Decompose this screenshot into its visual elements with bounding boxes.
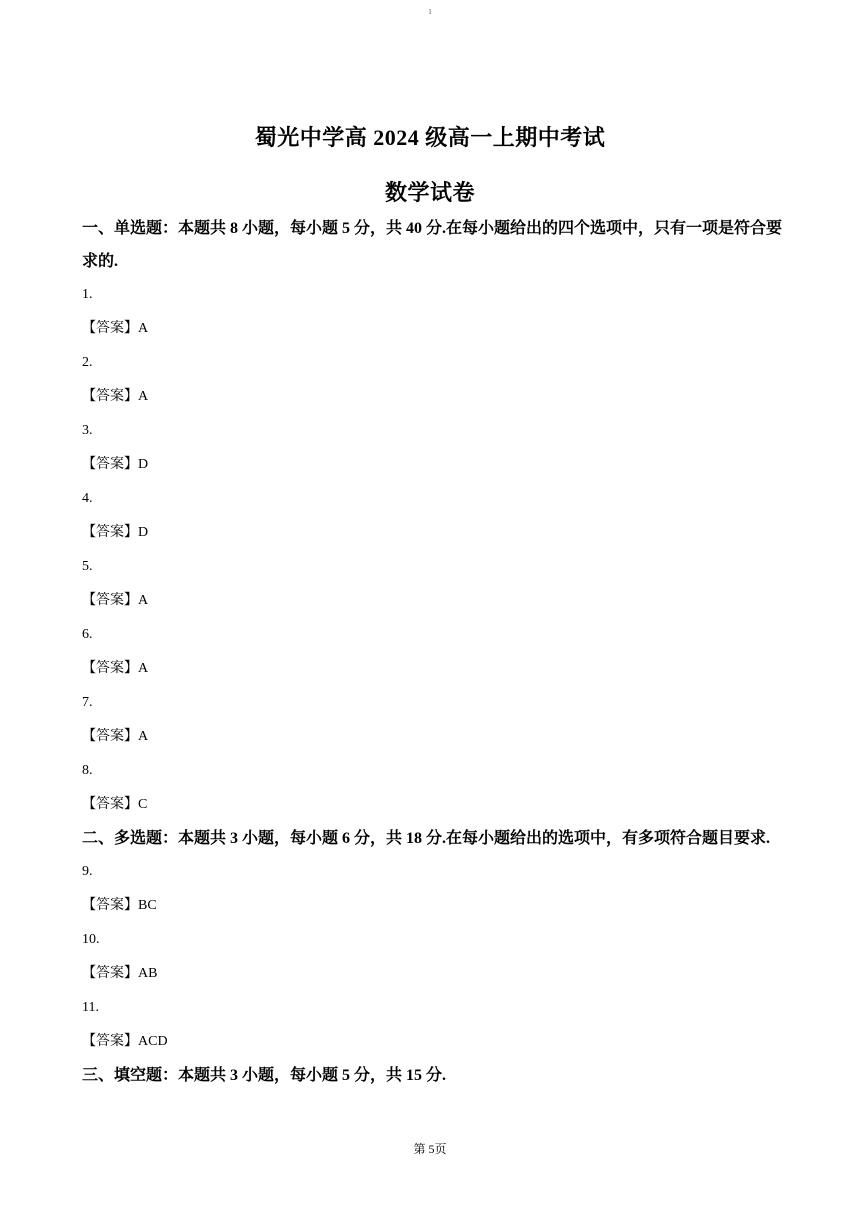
question-number: 5. — [82, 559, 93, 574]
answer-label: 【答案】 — [82, 797, 138, 812]
exam-title: 蜀光中学高 2024 级高一上期中考试 — [254, 125, 606, 150]
section-heading-fill-in: 三、填空题：本题共 3 小题，每小题 5 分，共 15 分. — [82, 1067, 447, 1084]
question-number: 1. — [82, 287, 93, 302]
header-mark: 1 — [428, 8, 432, 16]
question-number: 6. — [82, 627, 93, 642]
question-number: 3. — [82, 423, 93, 438]
question-number: 7. — [82, 695, 93, 710]
answer-label: 【答案】 — [82, 525, 138, 540]
question-number: 11. — [82, 1000, 99, 1015]
answer-line — [82, 652, 787, 686]
answer-value: A — [138, 729, 149, 744]
answer-label: 【答案】 — [82, 321, 138, 336]
answer-key-body — [82, 212, 787, 1092]
answer-value: A — [138, 661, 149, 676]
answer-label: 【答案】 — [82, 966, 138, 981]
question-number: 2. — [82, 355, 93, 370]
answer-line — [82, 720, 787, 754]
answer-value: BC — [138, 898, 157, 913]
answer-line — [82, 312, 787, 346]
answer-line — [82, 380, 787, 414]
section-heading-multiple-choice: 二、多选题：本题共 3 小题，每小题 6 分，共 18 分.在每小题给出的选项中，有多项符合题目要求. — [82, 830, 771, 847]
exam-subtitle: 数学试卷 — [384, 180, 475, 205]
question-number: 8. — [82, 763, 93, 778]
answer-label: 【答案】 — [82, 661, 138, 676]
answer-label: 【答案】 — [82, 898, 138, 913]
question-number: 9. — [82, 864, 93, 879]
answer-line — [82, 957, 787, 991]
answer-value: D — [138, 457, 149, 472]
answer-value: C — [138, 797, 148, 812]
answer-value: A — [138, 593, 149, 608]
page-number: 第 5页 — [413, 1142, 447, 1156]
answer-label: 【答案】 — [82, 1034, 138, 1049]
question-number: 10. — [82, 932, 100, 947]
answer-line — [82, 584, 787, 618]
question-number: 4. — [82, 491, 93, 506]
answer-value: AB — [138, 966, 158, 981]
answer-value: A — [138, 389, 149, 404]
answer-line — [82, 1025, 787, 1059]
answer-label: 【答案】 — [82, 457, 138, 472]
answer-label: 【答案】 — [82, 729, 138, 744]
answer-line — [82, 516, 787, 550]
answer-value: A — [138, 321, 149, 336]
answer-value: D — [138, 525, 149, 540]
section-heading-single-choice: 一、单选题：本题共 8 小题，每小题 5 分，共 40 分.在每小题给出的四个选项中，只有一项是符合要求的. — [82, 220, 783, 270]
answer-line — [82, 889, 787, 923]
answer-line — [82, 788, 787, 822]
answer-label: 【答案】 — [82, 389, 138, 404]
answer-label: 【答案】 — [82, 593, 138, 608]
answer-value: ACD — [138, 1034, 168, 1049]
answer-line — [82, 448, 787, 482]
